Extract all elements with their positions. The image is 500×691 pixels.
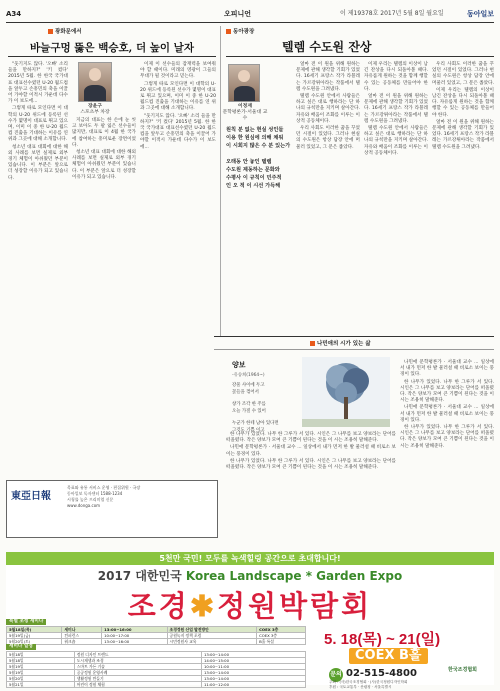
expo-subtitle: 2017 대한민국 Korea Landscape * Garden Expo xyxy=(97,569,403,583)
author-photo-right xyxy=(228,64,260,102)
schedule-title: 특별 초청 세미나 xyxy=(6,619,46,625)
issue-date: 이 제19378호 2017년 5월 8일 월요일 xyxy=(340,10,444,17)
newspaper-name: 동아일보 xyxy=(466,10,494,18)
expo-footer: 주최 : (사)한국조경협회 · (사)한국정원디자인학회 후원 : 국토교통부 · 산림청 · 서울특별시 xyxy=(329,680,408,689)
table-row: 5월18일(목) 세미나 13:00~16:00 조경정원 산업 발전방안 COEX 3층 xyxy=(7,627,306,633)
square-bullet-icon xyxy=(310,341,315,346)
pull-quote: 원칙 분 없는 현실 성인들 이용 한 원심에 의해 채워 이 시회지 많은 수 분 있는가 오래동 안 놓인 텔렘 수도원 제동하는 문화와 수평사 이 규칙이 민주적 인 오 적 이 시선 가득해 xyxy=(226,127,291,189)
right-article-body-3: 우리 사회도 이러한 꿈을 꾸었던 시절이 있었다. 그러나 현실의 수도원은 항상 담장 안에 머물러 있었고, 그 문은 좁았다. 이제 우리는 텔렘의 이상이 남긴 잔상을 다시 되돌아볼 때다. 자유롭게 원하는 것을 함께 행할 수 있는 공동체를 만들어야 한다. 얼마 전 이 원을 위해 원하는 문제에 관해 생각할 기회가 있었다. 16세기 프랑스 작가 라블레는 가르강튀아라는 작품에서 텔렘 수도원을 그려냈다. xyxy=(432,62,495,150)
inquiry-phone[interactable]: 02-515-4800 xyxy=(346,668,417,679)
page-header xyxy=(6,7,494,21)
program-table xyxy=(6,651,306,688)
poem-author: -유승희(1964~) xyxy=(232,373,265,378)
table-row: 5월18일 정원 디자인 트렌드 13:00~14:00 xyxy=(7,652,306,658)
table-row: 5월21일 어린이 정원 체험 11:00~12:00 xyxy=(7,682,306,688)
masthead-ad-box xyxy=(6,480,218,538)
right-article-body-1: 얼마 전 이 원을 위해 원하는 문제에 관해 생각할 기회가 있었다. 16세기 프랑스 작가 라블레는 가르강튀아라는 작품에서 텔렘 수도원을 그려냈다. 텔렘 수도원 안에서 사람들은 하고 싶은 대로 행하라는 단 하나의 규칙만을 지키며 살아간다. 자유와 배움이 조화를 이루는 이상적 공동체이다. 우리 사회도 이러한 꿈을 꾸었던 시절이 있었다. 그러나 현실의 수도원은 항상 담장 안에 머물러 있었고, 그 문은 좁았다. xyxy=(296,62,360,150)
title-rule xyxy=(226,56,494,57)
left-article-body-1: "웃기지도 않다. '오빠' 소리 들을 만하지?" '키 컸다' 2015년 5월. 한 한국 국가대표 대표선수였던 U-20 월드컵을 앞두고 손흥민의 축을 이끌어 가야할 이적시 가운데 다수가 이 보도에... 그렇게 따로 모인다면 이 대학의 U-20 위드에 등록된 선수가 몇명이 대표로 뛰고 있으며, 이미 이 중 한 U-20 월드컵 진출을 기대하는 이유를 연 위과 그곳에 대해 소개합니다. 청소년 대표 대회에 대한 해외 사례를 보면 실제로 외부 경기 체험이 아쉬웠던 부분이 있습니다. 이 부분은 앞으로 더 성장할 이유가 되고 있습니다. xyxy=(8,62,68,181)
expo-venue: COEX B홀 xyxy=(349,648,428,664)
expo-main-title: 조경✱정원박람회 xyxy=(127,589,373,623)
table-row: 5월18일 도시재생과 조경 14:00~15:00 xyxy=(7,658,306,664)
section-name: 오피니언 xyxy=(224,10,252,18)
right-article-title: 텔렘 수도원 잔상 xyxy=(282,40,372,54)
poem-commentary-1: 한 나무가 있었다. 나무 한 그루가 서 있다. 시인은 그 나무를 보고 양보라는 단어를 떠올렸다. 작은 양보가 모여 큰 기쁨이 된다는 것을 이 시는 조용히 말해준다. 나민애 문학평론가 · 서울대 교수 ... 일상에서 내가 먼저 한 발 물러설 때 비로소 보이는 풍경이 있다. 한 나무가 있었다. 나무 한 그루가 서 있다. 시인은 그 나무를 보고 양보라는 단어를 떠올렸다. 작은 양보가 모여 큰 기쁨이 된다는 것을 이 시는 조용히 말해준다. xyxy=(226,432,396,471)
poem-section-label: 나민애의 시가 있는 삶 xyxy=(310,339,371,347)
flower-star-icon: ✱ xyxy=(189,589,218,623)
inquiry-label: 문의 xyxy=(329,668,343,682)
poem-section-header xyxy=(214,336,494,350)
column-label-right: 동아광장 xyxy=(226,28,306,37)
poem-title: 양보 xyxy=(232,360,246,369)
left-article-title: 바늘구멍 뚫은 백승호, 더 높이 날자 xyxy=(30,42,194,54)
author-caption-right: 이정재 문학평론가·서울대 교수 xyxy=(222,104,268,121)
poem-commentary-2: 나민애 문학평론가 · 서울대 교수 ... 일상에서 내가 먼저 한 발 물러설 때 비로소 보이는 풍경이 있다. 한 나무가 있었다. 나무 한 그루가 서 있다. 시인은 그 나무를 보고 양보라는 단어를 떠올렸다. 작은 양보가 모여 큰 기쁨이 된다는 것을 이 시는 조용히 말해준다. 나민애 문학평론가 · 서울대 교수 ... 일상에서 내가 먼저 한 발 물러설 때 비로소 보이는 풍경이 있다. 한 나무가 있었다. 나무 한 그루가 서 있다. 시인은 그 나무를 보고 양보라는 단어를 떠올렸다. 작은 양보가 모여 큰 기쁨이 된다는 것을 이 시는 조용히 말해준다. xyxy=(400,360,494,449)
author-photo-left xyxy=(78,62,112,102)
table-row: 5월19일(금) 컨퍼런스 10:00~17:00 공원녹지 정책 포럼 COEX 3층 xyxy=(7,633,306,639)
page-number: A34 xyxy=(6,10,22,18)
expo-advertisement[interactable] xyxy=(6,552,494,689)
poem-lines: 강물 사이에 두고 꽃들을 꺾어서 창가 조각 한 주를 오늘 가질 수 있어 누군가 한테 남아 있다면 그것도 기쁨 이고 xyxy=(232,383,279,433)
title-rule xyxy=(8,56,216,57)
table-row: 5월19일 스마트 가든 기술 10:00~11:00 xyxy=(7,664,306,670)
expo-organizer-logo: 한국조경협회 xyxy=(448,667,477,673)
poem-illustration xyxy=(302,357,390,427)
masthead-logo: 東亞日報 xyxy=(11,491,51,502)
right-article-body-2: 이제 우리는 텔렘의 이상이 남긴 잔상을 다시 되돌아볼 때다. 자유롭게 원하는 것을 함께 행할 수 있는 공동체를 만들어야 한다. 얼마 전 이 원을 위해 원하는 문제에 관해 생각할 기회가 있었다. 16세기 프랑스 작가 라블레는 가르강튀아라는 작품에서 텔렘 수도원을 그려냈다. 텔렘 수도원 안에서 사람들은 하고 싶은 대로 행하라는 단 하나의 규칙만을 지키며 살아간다. 자유와 배움이 조화를 이루는 이상적 공동체이다. xyxy=(364,62,428,156)
expo-banner-strip: 5천만 국민! 모두를 녹색힐링 공간으로 초대합니다! xyxy=(6,552,494,565)
left-article-body-3: 이제 이 선수들의 잠재력을 보여줘야 할 때이다. 미래의 영광이 그들의 무대가 될 것이라고 믿는다. 그렇게 따로 모인다면 이 대학의 U-20 위드에 등록된 선수가 몇명이 대표로 뛰고 있으며, 이미 이 중 한 U-20 월드컵 진출을 기대하는 이유를 연 위과 그곳에 대해 소개합니다. "웃기지도 않다. '오빠' 소리 들을 만하지?" '키 컸다' 2015년 5월. 한 한국 국가대표 대표선수였던 U-20 월드컵을 앞두고 손흥민의 축을 이끌어 가야할 이적시 가운데 다수가 이 보도에... xyxy=(140,62,216,150)
expo-dates: 5. 18(목) ~ 21(일) xyxy=(324,631,441,648)
table-row: 5월20일 생활정원 만들기 13:00~14:00 xyxy=(7,676,306,682)
masthead-lines: 목표와 유통 서비스 운영 · 편집위원 · 국장 동아일보 독자센터 1588-1234 시청률 높은 프리미엄 신문 www.donga.com xyxy=(67,485,141,508)
square-bullet-icon xyxy=(48,29,53,34)
column-divider xyxy=(220,26,221,336)
header-rule xyxy=(6,22,494,23)
table-row: 5월19일 공공정원 운영사례 13:00~14:00 xyxy=(7,670,306,676)
table-row: 5월20일(토) 워크숍 13:00~16:00 시민정원사 교육 B홀 특설 xyxy=(7,639,306,645)
column-label-left: 광화문에서 xyxy=(48,28,168,37)
author-caption-left: 장윤구 스포츠부 차장 xyxy=(80,104,110,115)
schedule-table xyxy=(6,626,306,645)
left-article-body-2: 지금의 대표는 한 손에 눈 씻고 보아도 두 팔 잃은 선수들이 많지만, 대표로 이 4월 한 국가에 참여하는 흥미로운 장면이었다. 청소년 대표 대회에 대한 해외 사례를 보면 실제로 외부 경기 체험이 아쉬웠던 부분이 있습니다. 이 부분은 앞으로 더 성장할 이유가 되고 있습니다. xyxy=(72,118,136,180)
program-title: 세미나 일정 xyxy=(6,644,36,650)
square-bullet-icon xyxy=(226,29,231,34)
